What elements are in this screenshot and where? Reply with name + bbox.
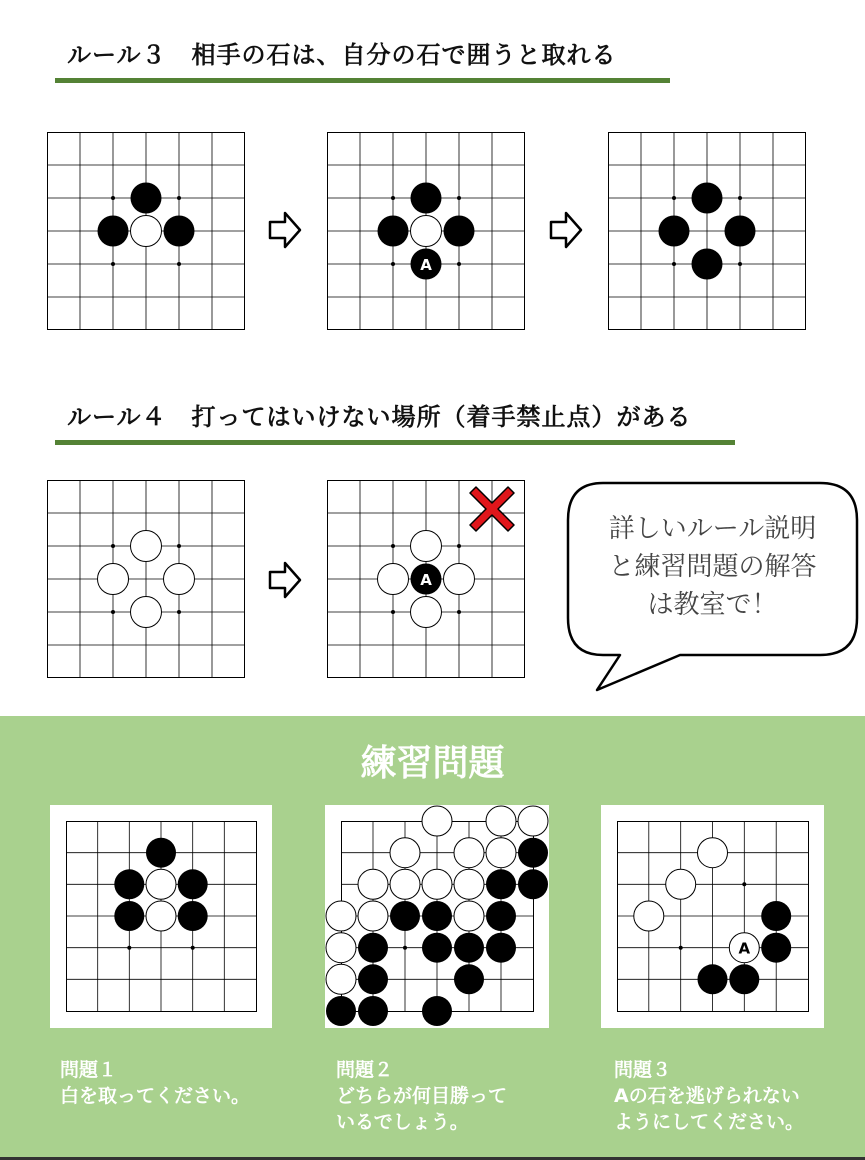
white-stone xyxy=(358,901,388,931)
black-stone xyxy=(454,933,484,963)
black-stone xyxy=(422,933,452,963)
black-stone xyxy=(390,901,420,931)
white-stone xyxy=(164,564,195,595)
white-stone xyxy=(411,531,442,562)
black-stone xyxy=(518,869,548,899)
bubble-line-3: は教室で！ xyxy=(647,590,778,620)
black-stone xyxy=(131,183,162,214)
rule3-board-2 xyxy=(327,132,525,330)
problem1-label: 問題１ xyxy=(60,1059,118,1081)
bubble-line-1: 詳しいルール説明 xyxy=(608,514,817,544)
problem2-board xyxy=(325,805,549,1028)
white-stone xyxy=(131,216,162,247)
black-stone xyxy=(729,964,759,994)
white-stone xyxy=(146,901,176,931)
white-stone xyxy=(326,964,356,994)
right-arrow-icon xyxy=(268,560,302,604)
white-stone xyxy=(444,564,475,595)
rule3-board-3 xyxy=(608,132,806,330)
white-stone xyxy=(326,901,356,931)
rule4-heading xyxy=(55,395,735,445)
white-stone xyxy=(146,869,176,899)
black-stone xyxy=(411,183,442,214)
rule3-title: ルール３ 相手の石は、自分の石で囲うと取れる xyxy=(67,41,617,69)
white-stone xyxy=(411,597,442,628)
black-stone xyxy=(326,996,356,1026)
problem2-label: 問題２ xyxy=(336,1059,394,1081)
problem2-text-2: いるでしょう。 xyxy=(336,1111,469,1133)
problem3-label: 問題３ xyxy=(614,1059,672,1081)
white-stone xyxy=(698,838,728,868)
black-stone xyxy=(454,964,484,994)
rule4-board-1 xyxy=(47,480,245,678)
black-stone xyxy=(378,216,409,247)
black-stone xyxy=(692,249,723,280)
black-stone xyxy=(422,996,452,1026)
black-stone xyxy=(178,901,208,931)
white-stone xyxy=(358,869,388,899)
bubble-text xyxy=(580,510,845,624)
white-stone xyxy=(390,838,420,868)
black-stone xyxy=(761,933,791,963)
rule4-title: ルール４ 打ってはいけない場所（着手禁止点）がある xyxy=(67,403,692,431)
white-stone xyxy=(454,901,484,931)
white-stone xyxy=(486,838,516,868)
black-stone xyxy=(114,869,144,899)
problem2-text-1: どちらが何目勝って xyxy=(336,1085,508,1107)
black-stone xyxy=(444,216,475,247)
problem2-caption xyxy=(336,1057,507,1135)
white-stone xyxy=(411,216,442,247)
problem3-text-1: Aの石を逃げられない xyxy=(614,1085,800,1107)
white-stone xyxy=(326,933,356,963)
white-stone xyxy=(131,531,162,562)
stone-label-a: A xyxy=(420,256,432,274)
black-stone xyxy=(358,933,388,963)
black-stone xyxy=(725,216,756,247)
white-stone xyxy=(131,597,162,628)
black-stone xyxy=(698,964,728,994)
white-stone xyxy=(666,869,696,899)
black-stone xyxy=(486,901,516,931)
white-stone xyxy=(422,806,452,836)
white-stone xyxy=(98,564,129,595)
white-stone xyxy=(486,806,516,836)
problem1-board xyxy=(50,805,272,1028)
stone-label-a: A xyxy=(420,571,432,589)
black-stone xyxy=(422,901,452,931)
problem3-caption xyxy=(614,1057,804,1135)
black-stone xyxy=(692,183,723,214)
black-stone xyxy=(358,964,388,994)
black-stone xyxy=(98,216,129,247)
problem1-text: 白を取ってください。 xyxy=(60,1085,251,1107)
white-stone xyxy=(390,869,420,899)
black-stone xyxy=(164,216,195,247)
white-stone xyxy=(454,838,484,868)
black-stone xyxy=(358,996,388,1026)
rule4-board-2 xyxy=(327,480,525,678)
right-arrow-icon xyxy=(268,210,302,254)
black-stone xyxy=(486,933,516,963)
black-stone xyxy=(114,901,144,931)
black-stone xyxy=(178,869,208,899)
stone-label-a: A xyxy=(738,939,751,958)
black-stone xyxy=(146,838,176,868)
white-stone xyxy=(518,806,548,836)
white-stone xyxy=(454,869,484,899)
right-arrow-icon xyxy=(549,210,583,254)
rule3-heading xyxy=(55,33,670,83)
bubble-line-2: と練習問題の解答 xyxy=(608,552,817,582)
problem3-text-2: ようにしてください。 xyxy=(614,1111,805,1133)
problem3-board xyxy=(601,805,824,1028)
white-stone xyxy=(422,869,452,899)
black-stone xyxy=(761,901,791,931)
black-stone xyxy=(659,216,690,247)
rule3-board-1 xyxy=(47,132,245,330)
white-stone xyxy=(378,564,409,595)
practice-title: 練習問題 xyxy=(360,743,505,784)
black-stone xyxy=(518,838,548,868)
white-stone xyxy=(634,901,664,931)
black-stone xyxy=(486,869,516,899)
problem1-caption xyxy=(60,1057,250,1109)
